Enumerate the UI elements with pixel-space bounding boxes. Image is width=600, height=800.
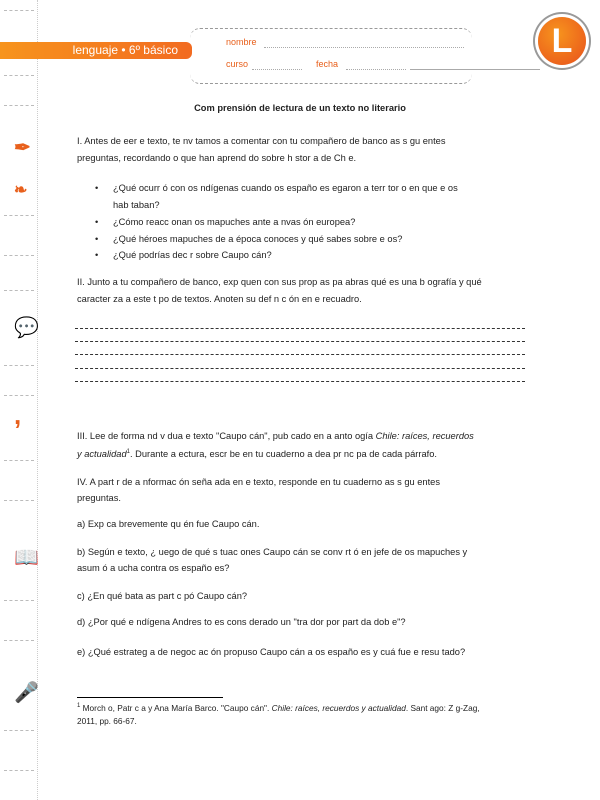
text: Morch o, Patr c a y Ana María Barco. "Caupo cán".	[80, 702, 272, 713]
student-info-box	[190, 28, 472, 84]
list-item: ¿Qué podrías dec r sobre Caupo cán?	[113, 250, 272, 260]
book-title: Chile: raíces, recuerdos	[375, 431, 474, 441]
question: c) ¿En qué bata as part c pó Caupo cán?	[77, 591, 248, 601]
answer-line	[75, 354, 525, 355]
footnote: 2011, pp. 66-67.	[77, 716, 137, 726]
section2-text: II. Junto a tu compañero de banco, exp quen con sus prop as pa abras qué es una b ografía y qué	[77, 277, 482, 287]
subject-label: lenguaje • 6º básico	[72, 43, 178, 57]
bullet: •	[95, 217, 99, 227]
date-field[interactable]	[346, 69, 406, 70]
list-item: ¿Qué héroes mapuches de a época conoces y qué sabes sobre e os?	[113, 234, 403, 244]
text: III. Lee de forma nd v dua e texto "Caupo cán", pub cado en a anto ogía	[77, 431, 376, 441]
microphone-icon: 🎤	[14, 682, 39, 704]
book-icon: 📖	[14, 547, 39, 569]
comma-icon: ,	[14, 400, 22, 430]
section1-text: I. Antes de eer e texto, te nv tamos a comentar con tu compañero de banco as s gu entes	[77, 136, 446, 146]
answer-line	[75, 341, 525, 342]
footnote-ref[interactable]: 1	[126, 449, 130, 455]
section3-text	[77, 444, 437, 462]
sidebar-decoration	[0, 0, 60, 800]
section4-text: preguntas.	[77, 493, 121, 503]
footnote-number: 1	[77, 703, 81, 709]
answer-line	[75, 381, 525, 382]
answer-line	[75, 328, 525, 329]
subject-banner	[0, 42, 192, 59]
name-field[interactable]	[264, 47, 464, 48]
text: . Sant ago: Z g-Zag,	[405, 702, 480, 713]
list-item: hab taban?	[113, 200, 160, 210]
subject-badge: L	[538, 17, 586, 65]
question: a) Exp ca brevemente qu én fue Caupo cán.	[77, 519, 260, 529]
book-title: Chile: raíces, recuerdos y actualidad	[271, 702, 406, 713]
section3-text	[77, 428, 474, 444]
answer-line	[75, 368, 525, 369]
list-item: ¿Qué ocurr ó con os ndígenas cuando os españo es egaron a terr tor o en que e os	[113, 183, 458, 193]
question: asum ó a ucha contra os españo es?	[77, 563, 230, 573]
bullet: •	[95, 234, 99, 244]
name-label: nombre	[226, 37, 257, 47]
section1-text: preguntas, recordando o que han aprend do sobre h stor a de Ch e.	[77, 153, 357, 163]
course-field[interactable]	[252, 69, 302, 70]
speech-bubble-icon: 💬	[14, 317, 39, 339]
text: . Durante a ectura, escr be en tu cuaderno a dea pr nc pa de cada párrafo.	[129, 449, 437, 460]
divider	[410, 69, 540, 70]
question: b) Según e texto, ¿ uego de qué s tuac ones Caupo cán se conv rt ó en jefe de os mapuches y	[77, 547, 468, 557]
page-title: Com prensión de lectura de un texto no literario	[194, 103, 406, 113]
bullet: •	[95, 250, 99, 260]
section2-text: caracter za a este t po de textos. Anoten su def n c ón en e recuadro.	[77, 294, 362, 304]
course-label: curso	[226, 59, 249, 69]
bullet: •	[95, 183, 99, 193]
pen-icon: ✒	[14, 137, 31, 159]
section4-text: IV. A part r de a nformac ón seña ada en e texto, responde en tu cuaderno as s gu entes	[77, 477, 441, 487]
question: d) ¿Por qué e ndígena Andres to es cons derado un "tra dor por part da dob e"?	[77, 617, 406, 627]
question: e) ¿Qué estrateg a de negoc ac ón propuso Caupo cán a os españo es y cuá fue e resu tado?	[77, 647, 466, 657]
footnote	[77, 698, 480, 716]
bird-icon: ❧	[14, 182, 28, 199]
book-title: y actualidad	[77, 449, 127, 460]
list-item: ¿Cómo reacc onan os mapuches ante a nvas ón europea?	[113, 217, 356, 227]
date-label: fecha	[316, 59, 339, 69]
